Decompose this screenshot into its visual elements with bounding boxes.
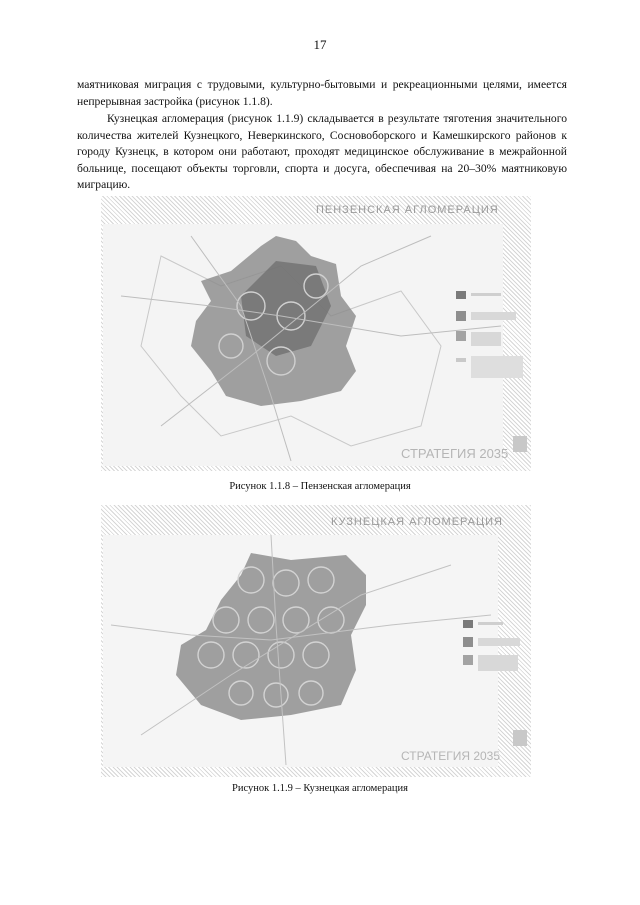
kuznetsk-map-graphic (101, 505, 531, 777)
map-strategy: СТРАТЕГИЯ 2035 (401, 749, 501, 763)
paragraph-2: Кузнецкая агломерация (рисунок 1.1.9) складывается в результате тяготения значительного количества жителей Кузнецкого, Неверкинского, Сосновоборского и Камешкирского районов к городу Кузнецк, в котором они работают, проходят медицинское обслуживание в межрайонной больнице, посещают объекты торговли, спорта и досуга, обеспечивая на 20–30% маятниковую миграцию. (77, 112, 567, 192)
map-title: КУЗНЕЦКАЯ АГЛОМЕРАЦИЯ (331, 516, 503, 528)
coat-of-arms-icon (513, 730, 527, 746)
penza-map-graphic (101, 196, 531, 471)
map-strategy: СТРАТЕГИЯ 2035 (401, 446, 509, 461)
figure-kuznetsk-map (101, 505, 531, 777)
figure-caption-1: Рисунок 1.1.8 – Пензенская агломерация (229, 481, 411, 492)
coat-of-arms-icon (513, 436, 527, 452)
paragraph-1: маятниковая миграция с трудовыми, культурно-бытовыми и рекреационными целями, имеется непрерывная застройка (рисунок 1.1.8). (77, 78, 567, 108)
page-number: 17 (313, 37, 327, 52)
map-title: ПЕНЗЕНСКАЯ АГЛОМЕРАЦИЯ (316, 204, 499, 216)
figure-penza-map (101, 196, 531, 471)
figure-caption-2: Рисунок 1.1.9 – Кузнецкая агломерация (232, 783, 408, 794)
